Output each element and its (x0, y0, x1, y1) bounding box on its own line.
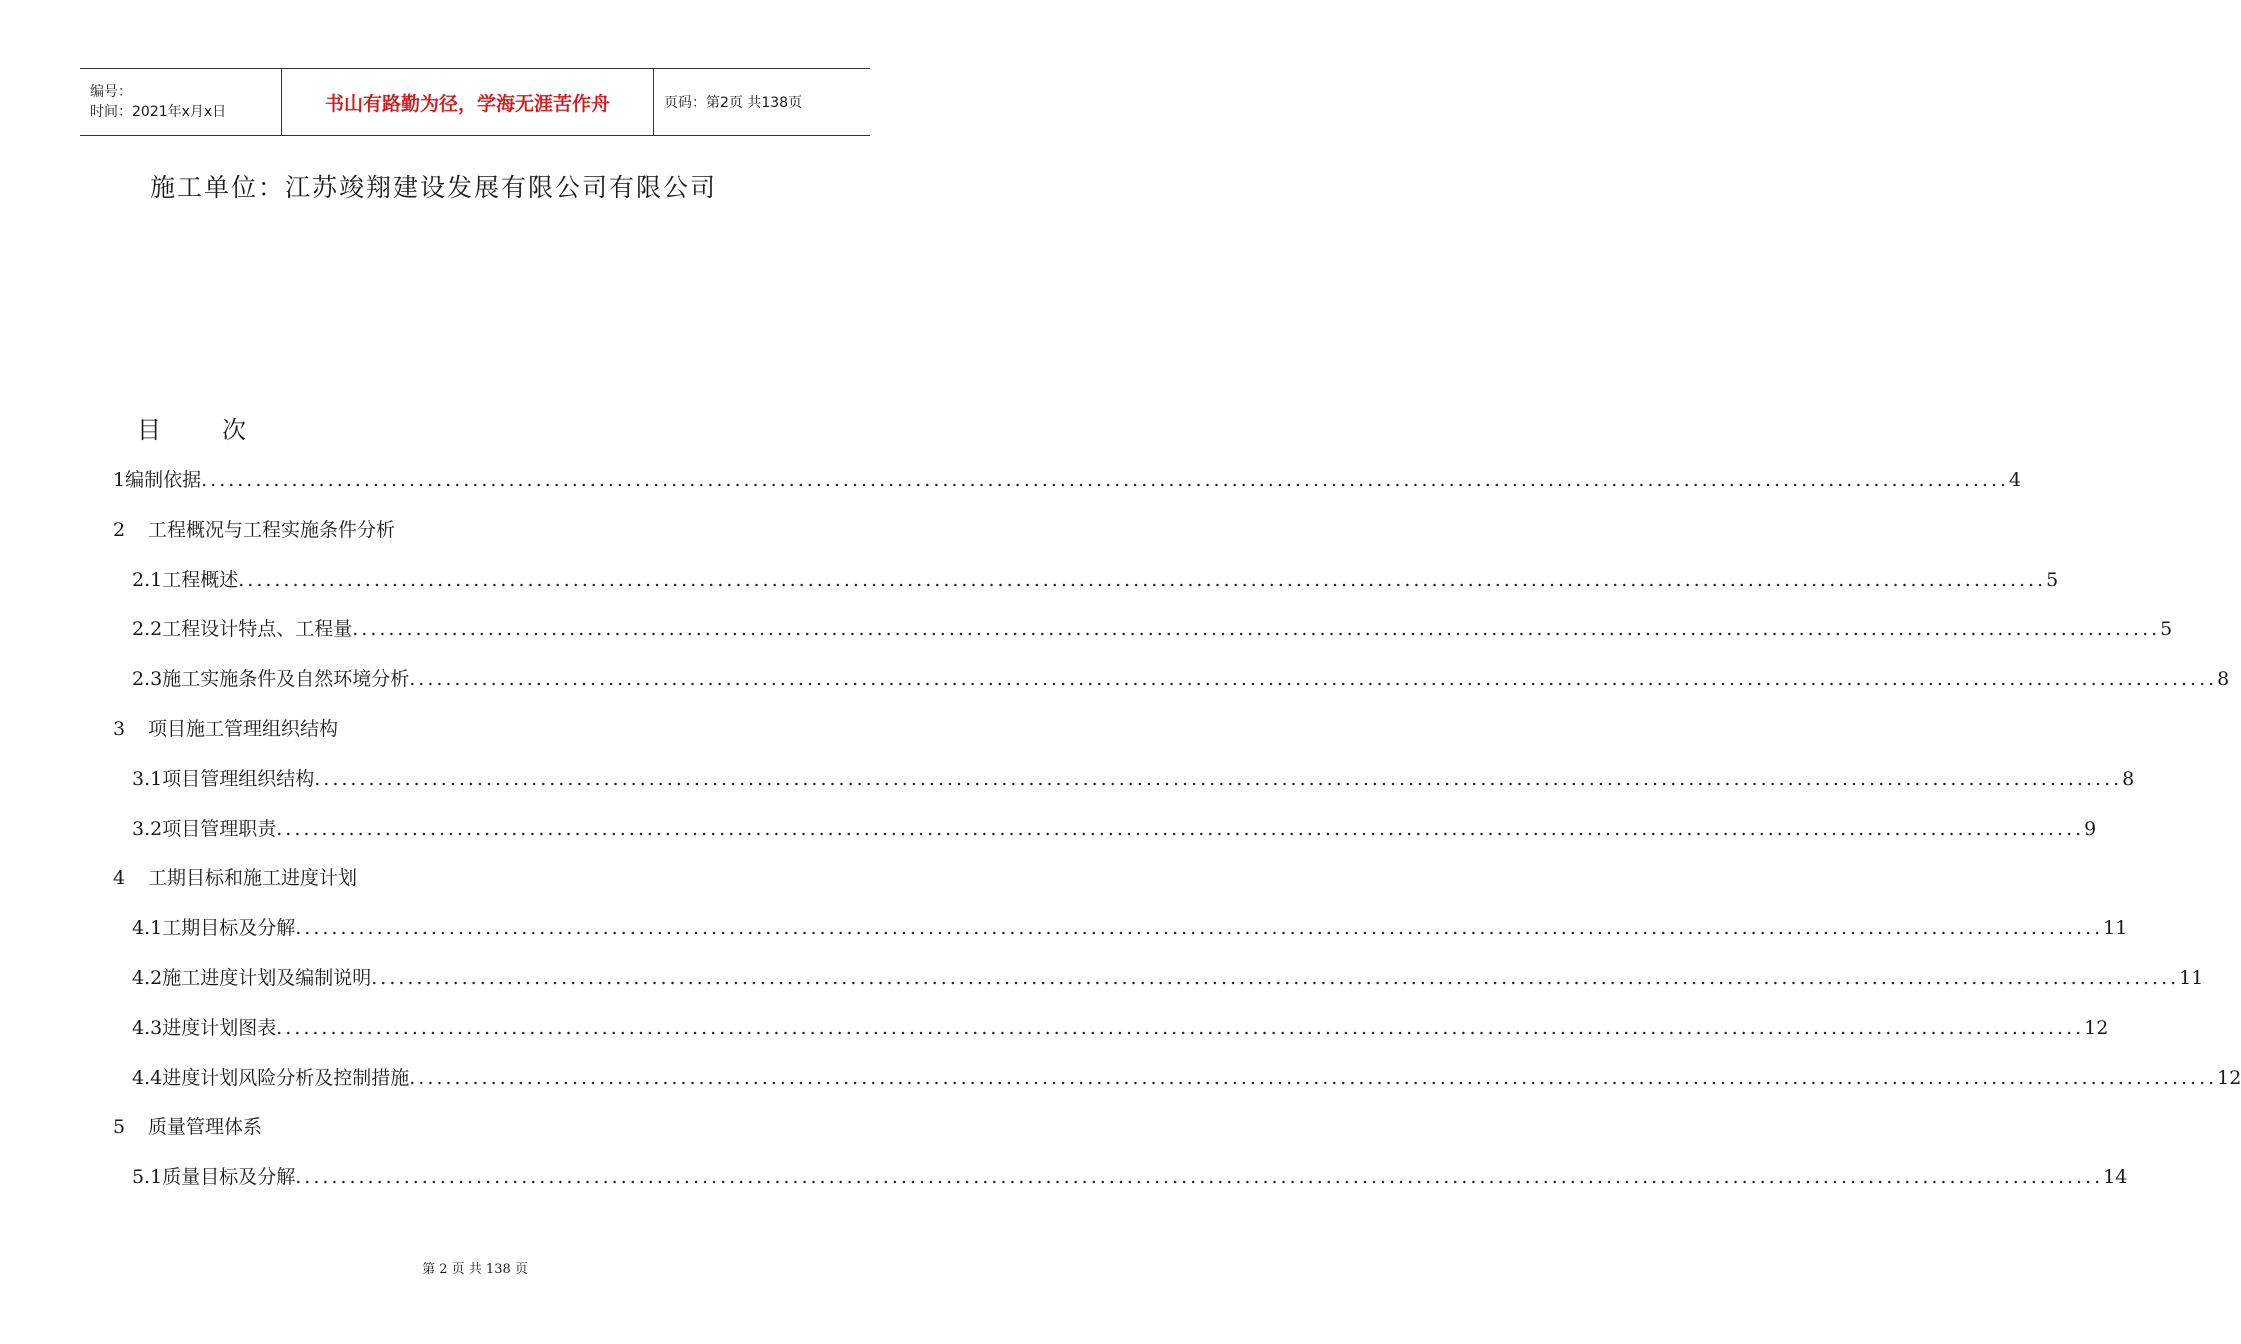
header-motto-cell (282, 69, 654, 135)
toc-entry-number: 5 (113, 1116, 126, 1139)
toc-entry-page: 8 (2122, 767, 2135, 790)
toc-entry[interactable] (132, 614, 2173, 642)
toc-entry[interactable] (132, 963, 2204, 991)
time-label: 时间：2021年x月x日 (90, 104, 227, 120)
toc-entry-title: 项目管理职责 (162, 817, 277, 840)
toc-leader-dots: ........................................................................................................................................................................................................ (409, 1066, 2218, 1089)
toc-entry-title: 工程概述 (162, 568, 239, 591)
toc-leader-dots: ........................................................................................................................................................................................................ (314, 767, 2123, 790)
toc-entry-title: 工期目标及分解 (162, 917, 296, 940)
toc-leader-dots: ........................................................................................................................................................................................................ (201, 469, 2010, 491)
toc-entry[interactable] (132, 1013, 2109, 1041)
toc-entry-page: 11 (2179, 967, 2204, 989)
toc-entry[interactable] (113, 515, 760, 543)
toc-entry-page: 12 (2217, 1066, 2241, 1089)
page-footer: 第 2 页 共 138 页 (422, 1262, 528, 1277)
toc-entry-title: 工程概况与工程实施条件分析 (148, 518, 396, 541)
toc-entry[interactable] (113, 863, 760, 891)
header-left-cell (80, 69, 282, 135)
toc-leader-dots: ........................................................................................................................................................................................................ (352, 618, 2161, 641)
toc-entry[interactable] (132, 565, 2059, 593)
toc-entry-number: 2.2 (132, 618, 163, 641)
toc-entry[interactable] (132, 1162, 2128, 1190)
toc-entry-title: 项目管理组织结构 (162, 767, 315, 790)
toc-entry-number: 4.4 (132, 1066, 163, 1089)
toc-entry-page: 5 (2160, 618, 2173, 641)
page-header (80, 68, 870, 136)
toc-entry-page: 9 (2084, 817, 2097, 840)
toc-leader-dots: ........................................................................................................................................................................................................ (276, 817, 2085, 840)
toc-entry-page: 8 (2217, 668, 2230, 691)
toc-entry-title: 质量目标及分解 (162, 1166, 296, 1189)
toc-entry[interactable] (132, 814, 2097, 842)
toc-entry-number: 4.1 (132, 917, 163, 940)
toc-leader-dots: ........................................................................................................................................................................................................ (276, 1016, 2085, 1039)
toc-entry[interactable] (132, 913, 2128, 941)
toc-entry-page: 4 (2009, 469, 2022, 491)
toc-entry-number: 2.3 (132, 668, 163, 691)
toc-entry-title: 施工进度计划及编制说明 (162, 967, 372, 989)
toc-entry-number: 5.1 (132, 1166, 163, 1189)
toc-entry-title: 工期目标和施工进度计划 (148, 867, 358, 890)
toc-entry-number: 4.3 (132, 1016, 163, 1039)
toc-entry[interactable] (113, 714, 760, 742)
toc-entry-page: 5 (2046, 568, 2059, 591)
toc-entry-number: 3.2 (132, 817, 163, 840)
toc-entry-page: 12 (2084, 1016, 2109, 1039)
toc-entry-title: 进度计划图表 (162, 1016, 277, 1039)
company-line: 施工单位：江苏竣翔建设发展有限公司有限公司 (150, 173, 718, 202)
toc-entry-number: 4 (113, 867, 126, 890)
toc-entry-title: 项目施工管理组织结构 (148, 718, 339, 740)
toc-entry[interactable] (132, 1063, 2241, 1091)
toc-leader-dots: ........................................................................................................................................................................................................ (295, 917, 2104, 940)
toc-entry-title: 进度计划风险分析及控制措施 (162, 1066, 410, 1089)
toc-entry-number: 1 (113, 469, 126, 491)
toc-entry[interactable] (113, 1112, 760, 1140)
toc-entry-page: 14 (2103, 1166, 2128, 1189)
page-label: 页码：第2页 共138页 (664, 95, 803, 111)
toc-entry[interactable] (132, 664, 2230, 692)
toc-entry-number: 2.1 (132, 568, 163, 591)
toc-entry-number: 3.1 (132, 767, 163, 790)
code-label: 编号： (90, 84, 132, 100)
toc-leader-dots: ........................................................................................................................................................................................................ (238, 568, 2047, 591)
toc-entry-title: 工程设计特点、工程量 (162, 618, 353, 641)
toc-entry-page: 11 (2103, 917, 2128, 940)
toc-entry-title: 编制依据 (125, 469, 202, 491)
header-right-cell (654, 69, 870, 135)
toc-entry-number: 4.2 (132, 967, 163, 989)
toc-leader-dots: ........................................................................................................................................................................................................ (371, 967, 2180, 989)
toc-leader-dots: ........................................................................................................................................................................................................ (409, 668, 2218, 691)
toc-entry-title: 施工实施条件及自然环境分析 (162, 668, 410, 691)
toc-title: 目 次 (137, 416, 247, 444)
toc-leader-dots: ........................................................................................................................................................................................................ (295, 1166, 2104, 1189)
toc-entry-number: 3 (113, 718, 126, 740)
toc-entry[interactable] (132, 764, 2135, 792)
toc-entry-title: 质量管理体系 (148, 1116, 263, 1139)
toc-entry-number: 2 (113, 518, 126, 541)
toc-entry[interactable] (113, 465, 2022, 493)
motto-text: 书山有路勤为径，学海无涯苦作舟 (324, 92, 610, 115)
